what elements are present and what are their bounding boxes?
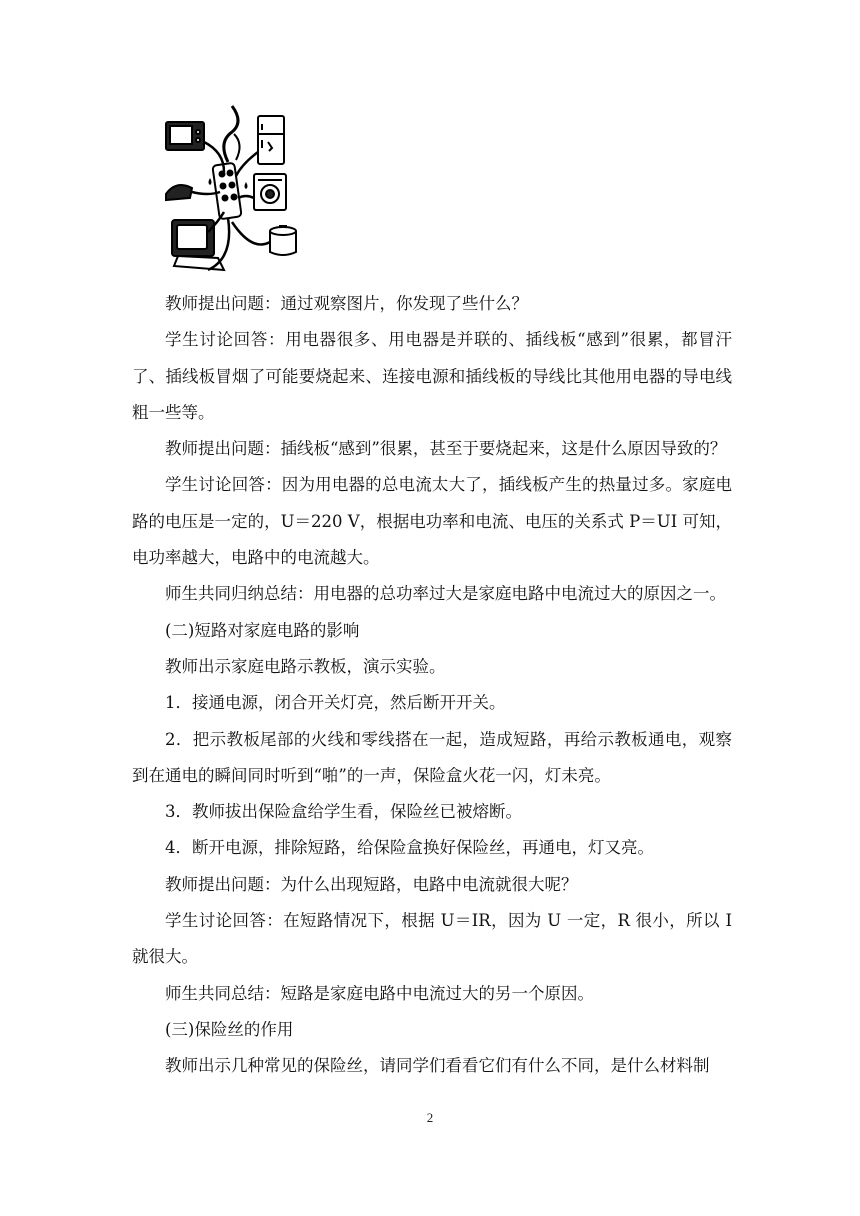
body-text: [132, 286, 732, 1085]
step-2: 2．把示教板尾部的火线和零线搭在一起，造成短路，再给示教板通电，观察到在通电的瞬间同时听到“啪”的一声，保险盒火花一闪，灯未亮。: [132, 729, 732, 785]
paragraph-answer-3: 学生讨论回答：在短路情况下，根据 U＝IR，因为 U 一定，R 很小，所以 I 就很大。: [132, 911, 732, 967]
paragraph-summary-2: 师生共同总结：短路是家庭电路中电流过大的另一个原因。: [165, 983, 594, 1003]
paragraph-fuse-intro: 教师出示几种常见的保险丝，请同学们看看它们有什么不同，是什么材料制: [165, 1056, 710, 1076]
step-3: 3．教师拔出保险盒给学生看，保险丝已被熔断。: [165, 802, 522, 822]
step-4: 4．断开电源，排除短路，给保险盒换好保险丝，再通电，灯又亮。: [165, 838, 654, 858]
paragraph-answer-2: 学生讨论回答：因为用电器的总电流太大了，插线板产生的热量过多。家庭电路的电压是一定的，U＝220 V，根据电功率和电流、电压的关系式 P＝UI 可知，电功率越大，电路中的电流越大。: [132, 475, 732, 568]
overloaded-power-strip-illustration: [158, 102, 308, 278]
step-1: 1．接通电源，闭合开关灯亮，然后断开开关。: [165, 693, 506, 713]
page-number: 2: [426, 1110, 434, 1125]
section-heading-short-circuit: (二)短路对家庭电路的影响: [165, 620, 360, 640]
paragraph-question-2: 教师提出问题：插线板“感到”很累，甚至于要烧起来，这是什么原因导致的？: [165, 439, 727, 459]
section-heading-fuse: (三)保险丝的作用: [165, 1019, 294, 1039]
paragraph-question-3: 教师提出问题：为什么出现短路，电路中电流就很大呢？: [165, 874, 578, 894]
paragraph-demo-intro: 教师出示家庭电路示教板，演示实验。: [165, 656, 446, 676]
paragraph-answer-1: 学生讨论回答：用电器很多、用电器是并联的、插线板“感到”很累，都冒汗了、插线板冒烟了可能要烧起来、连接电源和插线板的导线比其他用电器的导电线粗一些等。: [132, 330, 732, 422]
paragraph-summary-1: 师生共同归纳总结：用电器的总功率过大是家庭电路中电流过大的原因之一。: [165, 584, 726, 604]
paragraph-question-1: 教师提出问题：通过观察图片，你发现了些什么？: [165, 294, 528, 313]
